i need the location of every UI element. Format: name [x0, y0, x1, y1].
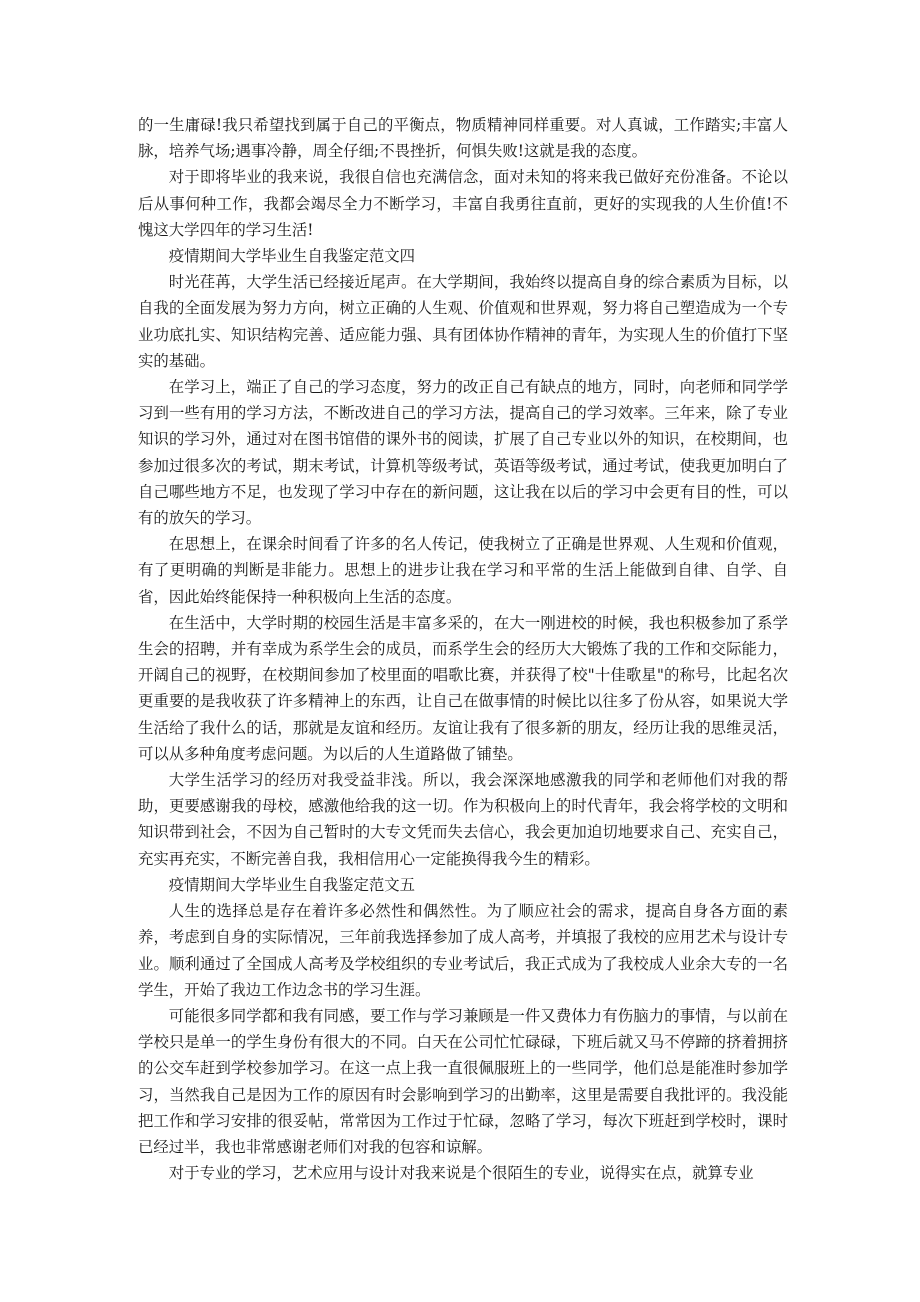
paragraph: 在学习上，端正了自己的学习态度，努力的改正自己有缺点的地方，同时，向老师和同学学习到一些有用的学习方法，不断改进自己的学习方法，提高自己的学习效率。三年来，除了专业知识的学习外，通过对在图书馆借的课外书的阅读，扩展了自己专业以外的知识，在校期间，也参加过很多次的考试，期末考试，计算机等级考试，英语等级考试，通过考试，使我更加明白了自己哪些地方不足，也发现了学习中存在的新问题，这让我在以后的学习中会更有目的性，可以有的放矢的学习。	[138, 378, 788, 528]
paragraph: 在思想上，在课余时间看了许多的名人传记，使我树立了正确是世界观、人生观和价值观，有了更明确的判断是非能力。思想上的进步让我在学习和平常的生活上能做到自律、自学、自省，因此始终能保持一种积极向上生活的态度。	[138, 535, 788, 606]
paragraph-continuation: 的一生庸碌!我只希望找到属于自己的平衡点，物质精神同样重要。对人真诚，工作踏实;丰富人脉，培养气场;遇事冷静，周全仔细;不畏挫折，何惧失败!这就是我的态度。	[138, 116, 788, 161]
paragraph: 对于即将毕业的我来说，我很自信也充满信念，面对未知的将来我已做好充份准备。不论以后从事何种工作，我都会竭尽全力不断学习，丰富自我勇往直前，更好的实现我的人生价值!不愧这大学四年的学习生活!	[138, 168, 788, 239]
section-heading: 疫情期间大学毕业生自我鉴定范文五	[168, 875, 416, 894]
paragraph: 对于专业的学习，艺术应用与设计对我来说是个很陌生的专业，说得实在点，就算专业	[168, 1164, 754, 1183]
document-body	[138, 112, 788, 1186]
paragraph: 时光荏苒，大学生活已经接近尾声。在大学期间，我始终以提高自身的综合素质为目标，以自我的全面发展为努力方向，树立正确的人生观、价值观和世界观，努力将自己塑造成为一个专业功底扎实、知识结构完善、适应能力强、具有团体协作精神的青年，为实现人生的价值打下坚实的基础。	[138, 273, 788, 370]
paragraph: 大学生活学习的经历对我受益非浅。所以，我会深深地感激我的同学和老师他们对我的帮助，更要感谢我的母校，感激他给我的这一切。作为积极向上的时代青年，我会将学校的文明和知识带到社会，不因为自己暂时的大专文凭而失去信心，我会更加迫切地要求自己、充实自己，充实再充实，不断完善自我，我相信用心一定能换得我今生的精彩。	[138, 771, 788, 868]
paragraph: 在生活中，大学时期的校园生活是丰富多采的，在大一刚进校的时候，我也积极参加了系学生会的招聘，并有幸成为系学生会的成员，而系学生会的经历大大锻炼了我的工作和交际能力，开阔自己的视野，在校期间参加了校里面的唱歌比赛，并获得了校"十佳歌星"的称号，比起名次更重要的是我收获了许多精神上的东西，让自己在做事情的时候比以往多了份从容，如果说大学生活给了我什么的话，那就是友谊和经历。友谊让我有了很多新的朋友，经历让我的思维灵活，可以从多种角度考虑问题。为以后的人生道路做了铺垫。	[138, 613, 788, 763]
section-heading: 疫情期间大学毕业生自我鉴定范文四	[168, 247, 416, 266]
paragraph: 人生的选择总是存在着许多必然性和偶然性。为了顺应社会的需求，提高自身各方面的素养，考虑到自身的实际情况，三年前我选择参加了成人高考，并填报了我校的应用艺术与设计专业。顺利通过了全国成人高考及学校组织的专业考试后，我正式成为了我校成人业余大专的一名学生，开始了我边工作边念书的学习生涯。	[138, 902, 788, 999]
paragraph: 可能很多同学都和我有同感，要工作与学习兼顾是一件又费体力有伤脑力的事情，与以前在学校只是单一的学生身份有很大的不同。白天在公司忙忙碌碌，下班后就又马不停蹄的挤着拥挤的公交车赶到学校参加学习。在这一点上我一直很佩服班上的一些同学，他们总是能准时参加学习，当然我自己是因为工作的原因有时会影响到学习的出勤率，这里是需要自我批评的。我没能把工作和学习安排的很妥帖，常常因为工作过于忙碌，忽略了学习，每次下班赶到学校时，课时已经过半，我也非常感谢老师们对我的包容和谅解。	[138, 1006, 788, 1156]
